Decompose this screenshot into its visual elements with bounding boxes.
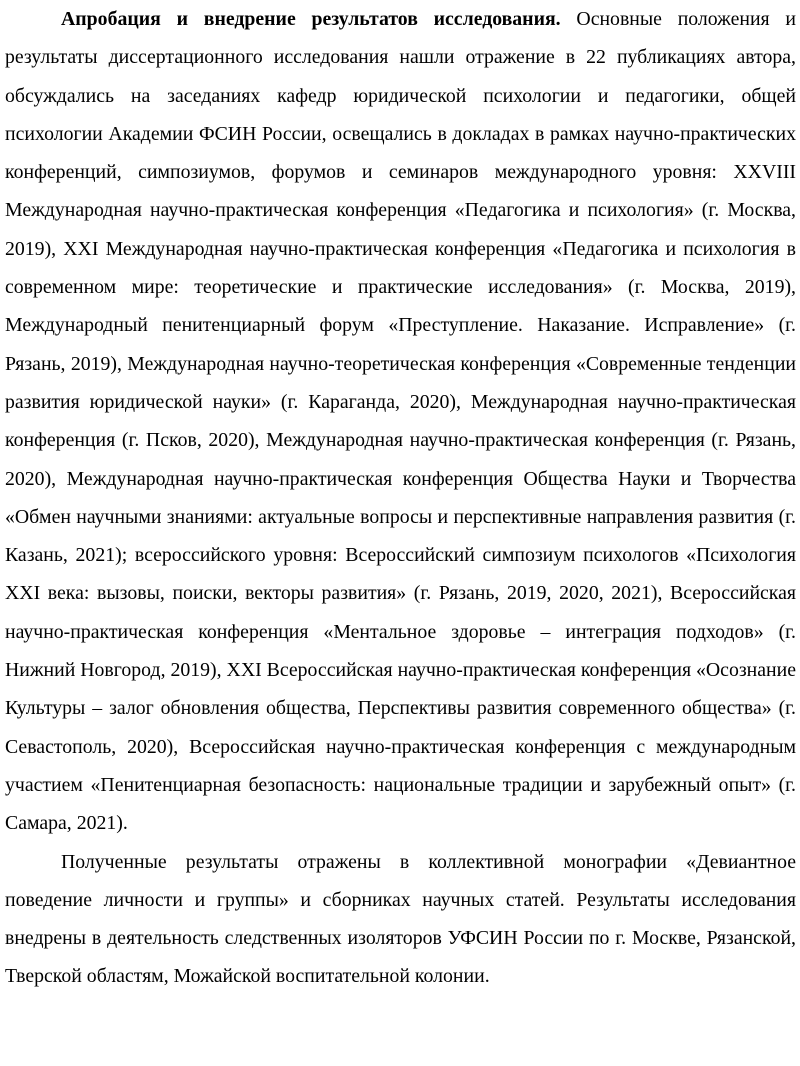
paragraph-results: Полученные результаты отражены в коллективной монографии «Девиантное поведение личности и группы» и сборниках научных статей. Результаты исследования внедрены в деятельность следственных изоляторов УФСИН России по г. Москве, Рязанской, Тверской областям, Можайской воспитательной колонии. [5, 850, 796, 988]
paragraph-approbation [5, 0, 796, 843]
paragraph-approbation-body: Основные положения и результаты диссертационного исследования нашли отражение в 22 публикациях автора, обсуждались на заседаниях кафедр юридической психологии и педагогики, общей психологии Академии ФСИН России, освещались в докладах в рамках научно-практических конференций, симпозиумов, форумов и семинаров международного уровня: XXVIII Международная научно-практическая конференция «Педагогика и психология» (г. Москва, 2019), XXI Международная научно-практическая конференция «Педагогика и психология в современном мире: теоретические и практические исследования» (г. Москва, 2019), Международный пенитенциарный форум «Преступление. Наказание. Исправление» (г. Рязань, 2019), Международная научно-теоретическая конференция «Современные тенденции развития юридической науки» (г. Караганда, 2020), Международная научно-практическая конференция (г. Псков, 2020), Международная научно-практическая конференция (г. Рязань, 2020), Международная научно-практическая конференция Общества Науки и Творчества «Обмен научными знаниями: актуальные вопросы и перспективные направления развития (г. Казань, 2021); всероссийского уровня: Всероссийский симпозиум психологов «Психология XXI века: вызовы, поиски, векторы развития» (г. Рязань, 2019, 2020, 2021), Всероссийская научно-практическая конференция «Ментальное здоровье – интеграция подходов» (г. Нижний Новгород, 2019), XXI Всероссийская научно-практическая конференция «Осознание Культуры – залог обновления общества, Перспективы развития современного общества» (г. Севастополь, 2020), Всероссийская научно-практическая конференция с международным участием «Пенитенциарная безопасность: национальные традиции и зарубежный опыт» (г. Самара, 2021). [5, 8, 796, 835]
paragraph-lead-heading: Апробация и внедрение результатов исследования. [61, 8, 561, 30]
document-page [5, 0, 796, 996]
